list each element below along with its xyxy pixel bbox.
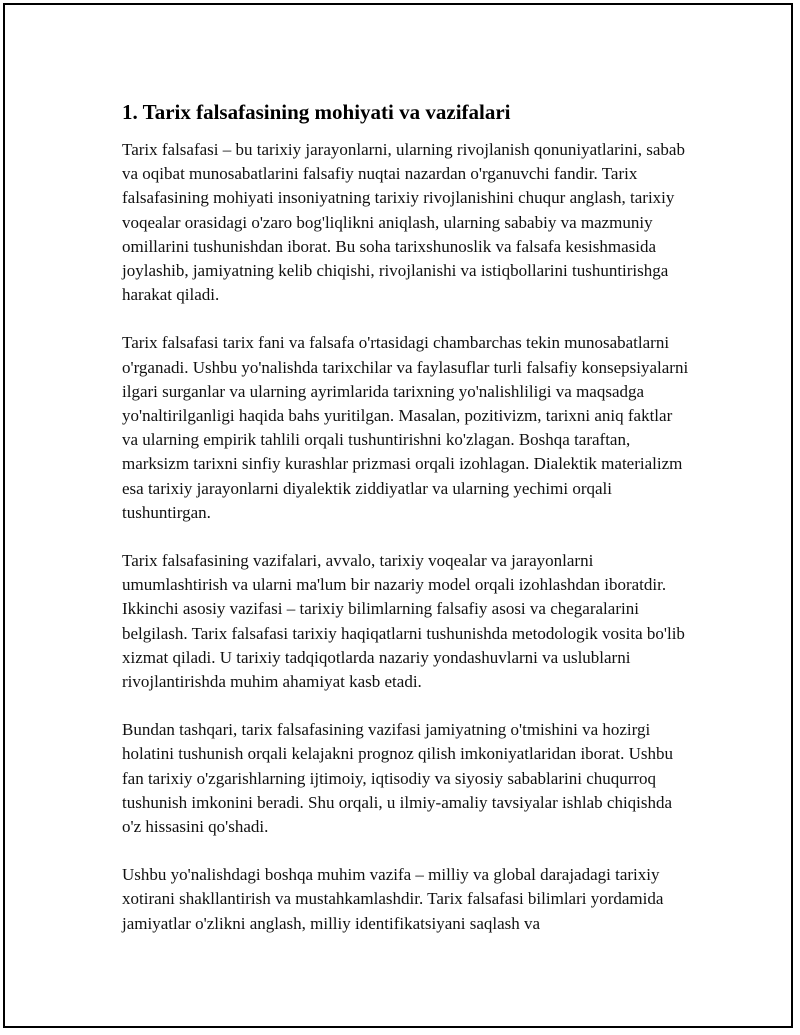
paragraph-4: Bundan tashqari, tarix falsafasining vazifasi jamiyatning o'tmishini va hozirgi holatini tushunish orqali kelajakni prognoz qilish imkoniyatlaridan iborat. Ushbu fan tarixiy o'zgarishlarning ijtimoiy, iqtisodiy va siyosiy sabablarini chuqurroq tushunish imkonini beradi. Shu orqali, u ilmiy-amaliy tavsiyalar ishlab chiqishda o'z hissasini qo'shadi.	[122, 720, 673, 837]
page-frame	[3, 3, 793, 1028]
paragraph-3: Tarix falsafasining vazifalari, avvalo, tarixiy voqealar va jarayonlarni umumlashtirish va ularni ma'lum bir nazariy model orqali izohlashdan iboratdir. Ikkinchi asosiy vazifasi – tarixiy bilimlarning falsafiy asosi va chegaralarini belgilash. Tarix falsafasi tarixiy haqiqatlarni tushunishda metodologik vosita bo'lib xizmat qiladi. U tarixiy tadqiqotlarda nazariy yondashuvlarni va uslublarni rivojlantirishda muhim ahamiyat kasb etadi.	[122, 551, 685, 692]
paragraph-2: Tarix falsafasi tarix fani va falsafa o'rtasidagi chambarchas tekin munosabatlarni o'rganadi. Ushbu yo'nalishda tarixchilar va faylasuflar turli falsafiy konsepsiyalarni ilgari surganlar va ularning ayrimlarida tarixning yo'nalishliligi va maqsadga yo'naltirilganligi haqida bahs yuritilgan. Masalan, pozitivizm, tarixni aniq faktlar va ularning empirik tahlili orqali tushuntirishni ko'zlagan. Boshqa taraftan, marksizm tarixni sinfiy kurashlar prizmasi orqali izohlagan. Dialektik materializm esa tarixiy jarayonlarni diyalektik ziddiyatlar va ularning yechimi orqali tushuntirgan.	[122, 333, 689, 522]
section-heading: 1. Tarix falsafasining mohiyati va vazifalari	[122, 100, 511, 124]
document-body	[122, 99, 692, 960]
paragraph-1: Tarix falsafasi – bu tarixiy jarayonlarni, ularning rivojlanish qonuniyatlarini, sabab va oqibat munosabatlarini falsafiy nuqtai nazardan o'rganuvchi fandir. Tarix falsafasining mohiyati insoniyatning tarixiy rivojlanishini chuqur anglash, tarixiy voqealar orasidagi o'zaro bog'liqlikni aniqlash, ularning sababiy va mazmuniy omillarini tushunishdan iborat. Bu soha tarixshunoslik va falsafa kesishmasida joylashib, jamiyatning kelib chiqishi, rivojlanishi va istiqbollarini tushuntirishga harakat qiladi.	[122, 140, 685, 305]
paragraph-5: Ushbu yo'nalishdagi boshqa muhim vazifa – milliy va global darajadagi tarixiy xotirani shakllantirish va mustahkamlashdir. Tarix falsafasi bilimlari yordamida jamiyatlar o'zlikni anglash, milliy identifikatsiyani saqlash va	[122, 865, 664, 933]
